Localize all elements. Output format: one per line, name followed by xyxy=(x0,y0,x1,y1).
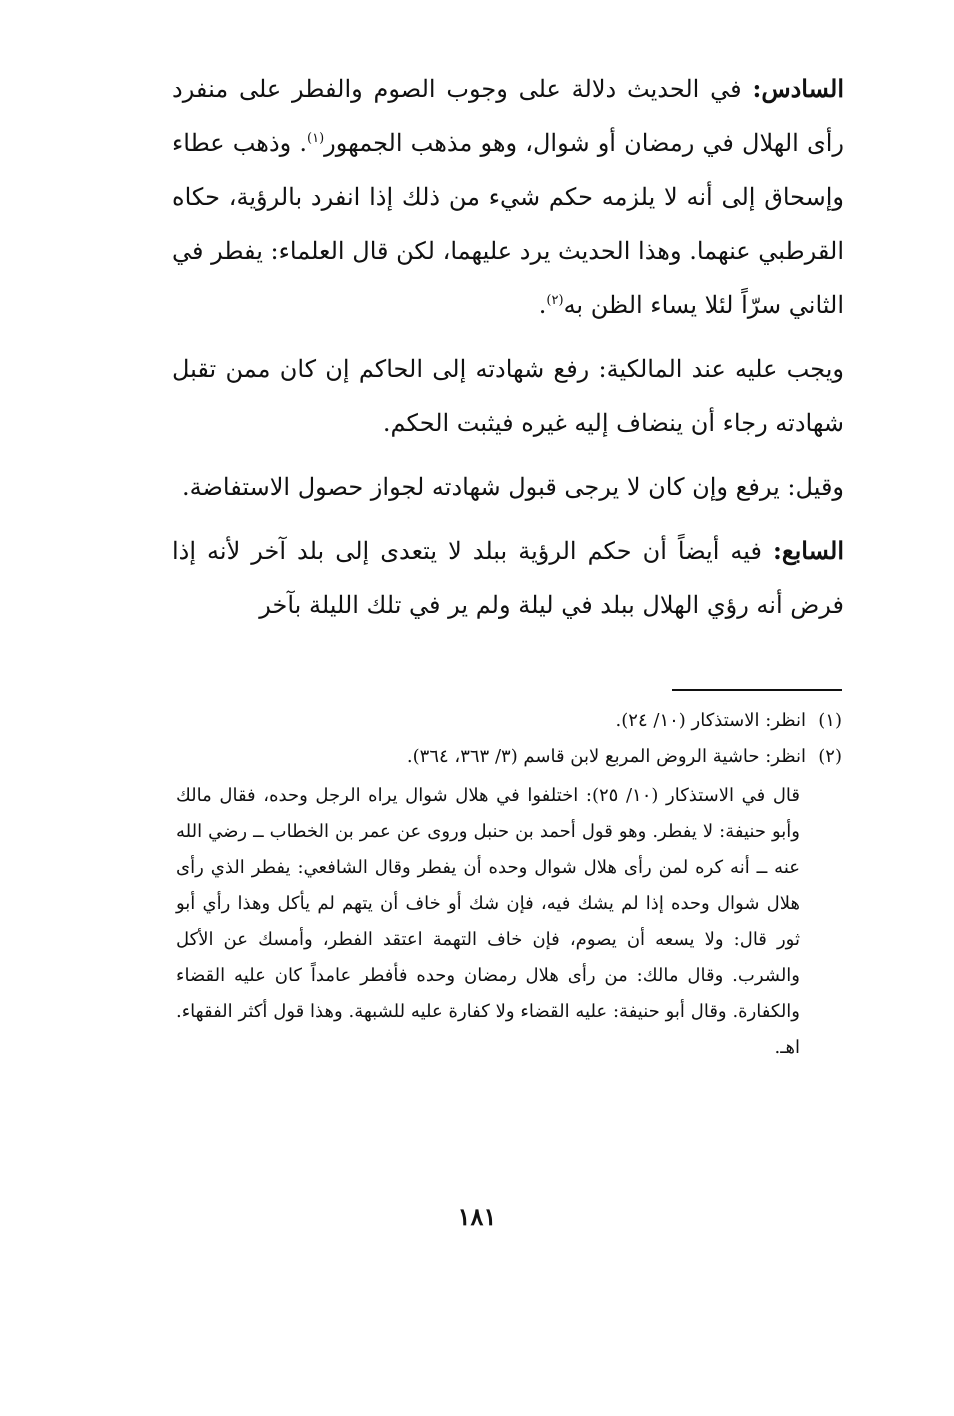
paragraph-lead: السادس: xyxy=(752,74,844,103)
paragraph-lead: السابع: xyxy=(772,536,844,565)
paragraph-text: فيه أيضاً أن حكم الرؤية ببلد لا يتعدى إلى بلد آخر لأنه إذا فرض أنه رؤي الهلال ببلد في ليلة ولم ير في تلك الليلة بآخر xyxy=(172,537,844,619)
footnote-ref[interactable]: (٢) xyxy=(546,293,564,308)
footnotes xyxy=(176,706,842,1066)
paragraph-sixth xyxy=(172,62,844,332)
footnote xyxy=(176,742,842,772)
paragraph-text: ويجب عليه عند المالكية: رفع شهادته إلى الحاكم إن كان ممن تقبل شهادته رجاء أن ينضاف إليه غيره فيثبت الحكم. xyxy=(172,355,844,437)
paragraph-qila xyxy=(172,460,844,514)
main-text xyxy=(172,62,844,642)
paragraph-malikiyya xyxy=(172,342,844,450)
paragraph-text: . وذهب عطاء وإسحاق إلى أنه لا يلزمه حكم شيء من ذلك إذا انفرد بالرؤية، حكاه القرطبي عنهما. وهذا الحديث يرد عليهما، لكن قال العلماء: يفطر في الثاني سرّاً لئلا يساء الظن به xyxy=(172,129,844,319)
footnote-separator xyxy=(672,689,842,691)
footnote-ref[interactable]: (١) xyxy=(307,131,325,146)
footnote-number: (١) xyxy=(818,710,842,731)
footnote xyxy=(176,706,842,736)
footnote-continuation: قال في الاستذكار (١٠/ ٢٥): اختلفوا في هلال شوال يراه الرجل وحده، فقال مالك وأبو حنيفة: لا يفطر. وهو قول أحمد بن حنبل وروى عن عمر بن الخطاب ــ رضي الله عنه ــ أنه كره لمن رأى هلال شوال وحده أن يفطر وقال الشافعي: يفطر الذي رأى هلال شوال وحده إذا لم يشك فيه، فإن شك أو خاف أن يتهم لم يأكل وهذا رأي أبو ثور قال: ولا يسعه أن يصوم، فإن خاف التهمة اعتقد الفطر، وأمسك عن الأكل والشرب. وقال مالك: من رأى هلال رمضان وحده فأفطر عامداً كان عليه القضاء والكفارة. وقال أبو حنيفة: عليه القضاء ولا كفارة عليه للشبهة. وهذا قول أكثر الفقهاء. اهـ. xyxy=(176,785,800,1058)
paragraph-seventh xyxy=(172,524,844,632)
footnote-text: انظر: حاشية الروض المربع لابن قاسم (٣/ ٣٦٣، ٣٦٤). xyxy=(406,746,806,767)
footnote-number: (٢) xyxy=(818,746,842,767)
paragraph-text: في الحديث دلالة على وجوب الصوم والفطر على منفرد رأى الهلال في رمضان أو شوال، وهو مذهب الجمهور xyxy=(172,75,844,157)
footnote-text: انظر: الاستذكار (١٠/ ٢٤). xyxy=(615,710,806,731)
paragraph-text: وقيل: يرفع وإن كان لا يرجى قبول شهادته لجواز حصول الاستفاضة. xyxy=(182,473,844,501)
paragraph-end: . xyxy=(538,291,547,319)
page-number: ١٨١ xyxy=(457,1202,497,1231)
